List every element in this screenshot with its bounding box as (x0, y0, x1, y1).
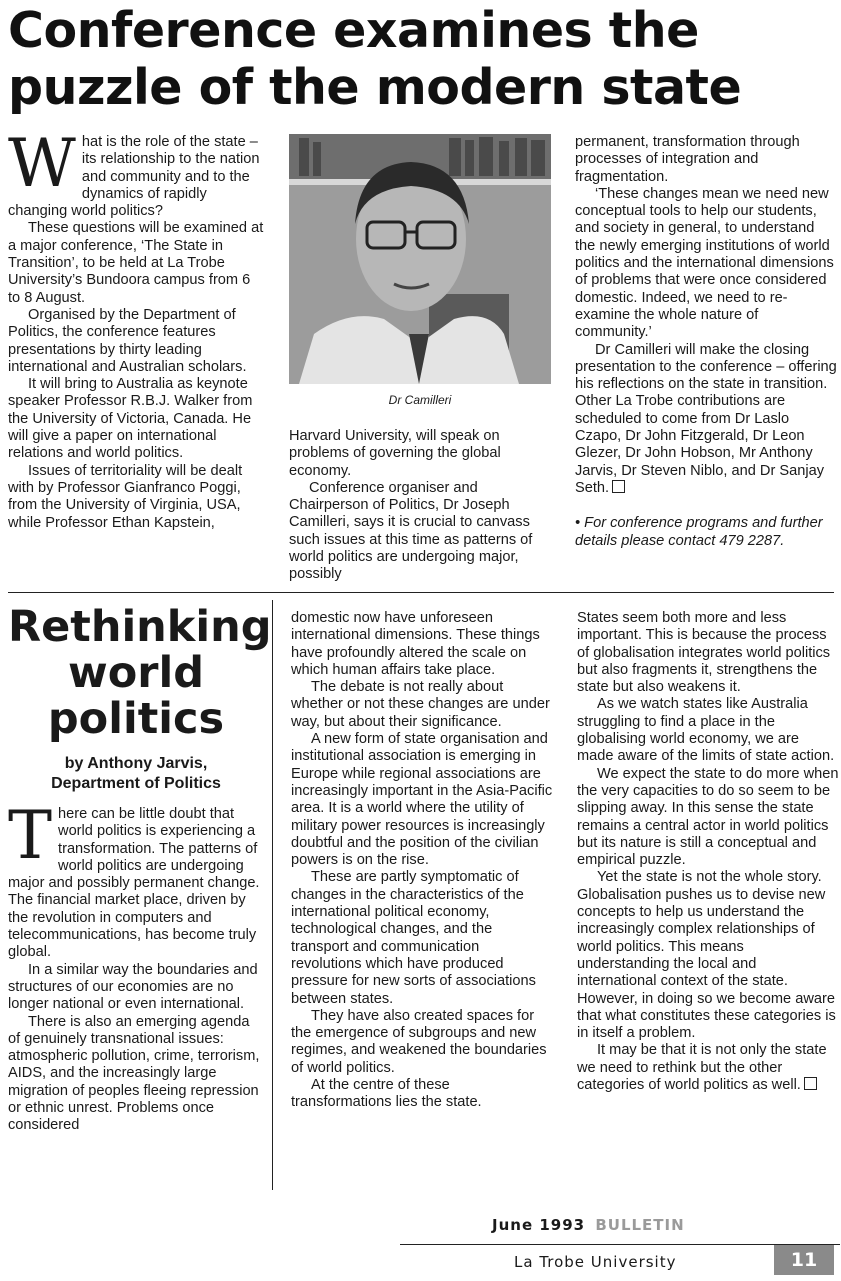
issue-date: June 1993 (492, 1216, 586, 1234)
publication-name: BULLETIN (595, 1216, 685, 1234)
article2-col1-p2: In a similar way the boundaries and structures of our economies are no longer national or even international. (8, 961, 258, 1013)
end-mark-box (804, 1077, 817, 1090)
article1-contact-note: • For conference programs and further details please contact 479 2287. (575, 515, 823, 549)
article1-col1-p1: What is the role of the state – its relationship to the nation and community and to the dynamics of rapidly changing world politics? (8, 125, 260, 220)
portrait-photo-dr-camilleri (289, 134, 551, 384)
end-mark-box (612, 480, 625, 493)
article1-col2-p2: Conference organiser and Chairperson of Politics, Dr Joseph Camilleri, says it is crucial to canvass such issues at this time as patterns of world politics are undergoing major, possibly (289, 479, 533, 583)
article1-col2-p1: Harvard University, will speak on problems of governing the global economy. (289, 428, 501, 479)
article1-col1-p4: It will bring to Australia as keynote speaker Professor R.B.J. Walker from the University of Victoria, Canada. He will give a paper on international relations and world politics. (8, 376, 253, 462)
article2-col3-p4: Yet the state is not the whole story. Globalisation pushes us to devise new concepts to help us understand the increasingly complex relationships of world politics. This means understanding the local and international context of the state. However, in doing so we become aware that what constitutes these categories is in itself a problem. (577, 869, 836, 1042)
article1-col1-p3: Organised by the Department of Politics, the conference features presentations by thirty leading international and Australian scholars. (8, 306, 247, 375)
article1-column-3 (575, 134, 837, 550)
page-number-badge: 11 (774, 1245, 834, 1275)
article2-col3-p3: We expect the state to do more when the very capacities to do so seem to be slipping away. In this sense the state remains a central actor in world politics but its nature is still a conceptual and empirical puzzle. (577, 765, 839, 869)
article1-headline: Conference examines the puzzle of the modern state (8, 2, 742, 116)
dropcap-w: W (8, 125, 76, 202)
article1-col3-p2: ‘These changes mean we need new conceptual tools to help our students, and society in general, to understand the newly emerging institutions of world politics and the international dimensions of problems that were once considered domestic. Indeed, we need to re-examine the whole nature of community.’ (575, 185, 834, 341)
article2-byline: by Anthony Jarvis, Department of Politics (51, 755, 221, 792)
article2-column-2 (291, 610, 553, 1112)
article1-column-2 (289, 428, 551, 584)
photo-caption: Dr Camilleri (388, 393, 452, 407)
article2-column-3 (577, 610, 839, 1094)
article1-column-1 (8, 125, 264, 532)
article2-col2-p5: They have also created spaces for the emergence of subgroups and new regimes, and weakened the boundaries of world politics. (291, 1007, 547, 1076)
article2-col2-p6: At the centre of these transformations lies the state. (291, 1077, 482, 1111)
footer-organisation: La Trobe University (514, 1253, 677, 1271)
article2-col1-p1: There can be little doubt that world politics is experiencing a transformation. The patterns of world politics are undergoing major and possibly permanent change. The financial market place, driven by the revolution in computers and telecommunications, has become truly global. (8, 797, 260, 961)
section-divider (8, 592, 834, 593)
article1-col3-p1: permanent, transformation through processes of integration and fragmentation. (575, 134, 800, 185)
dropcap-t: T (8, 797, 53, 874)
article2-col1-p3: There is also an emerging agenda of genuinely transnational issues: atmospheric pollution, crime, terrorism, AIDS, and the increasingly large migration of peoples fleeing repression or ethnic unrest. Problems once considered (8, 1013, 260, 1134)
article2-headline: Rethinking world politics (8, 602, 272, 744)
article2-col2-p1: domestic now have unforeseen international dimensions. These things have profoundly altered the scale on which human affairs take place. (291, 610, 540, 678)
article2-col2-p3: A new form of state organisation and institutional association is emerging in Europe while regional associations are increasingly important in the Asia-Pacific area. It is a world where the utility of military power resources is increasingly doubtful and the position of the civilian powers is on the rise. (291, 731, 553, 869)
column-rule (272, 600, 273, 1190)
article2-col3-p5: It may be that it is not only the state we need to rethink but the other categories of world politics as well. (577, 1042, 827, 1094)
portrait-illustration (289, 134, 551, 384)
article1-col1-p5: Issues of territoriality will be dealt with by Professor Gianfranco Poggi, from the University of Virginia, USA, while Professor Ethan Kapstein, (8, 462, 243, 531)
article2-column-1 (8, 797, 264, 1135)
article2-col2-p4: These are partly symptomatic of changes in the characteristics of the international political economy, technological changes, and the transport and communication revolutions which have produced pressure for new sorts of associations between states. (291, 869, 536, 1007)
article2-col3-p2: As we watch states like Australia struggling to find a place in the globalising world economy, we are made aware of the limits of state action. (577, 696, 835, 765)
article1-col3-p3: Dr Camilleri will make the closing presentation to the conference – offering his reflections on the state in transition. Other La Trobe contributions are scheduled to come from Dr Laslo Czapo, Dr John Fitzgerald, Dr Leon Glezer, Dr John Hobson, Mr Anthony Jarvis, Dr Steven Niblo, and Dr Sanjay Seth. (575, 341, 837, 496)
article1-col1-p2: These questions will be examined at a major conference, ‘The State in Transition’, to be held at La Trobe University’s Bundoora campus from 6 to 8 August. (8, 220, 264, 306)
article2-col3-p1: States seem both more and less important. This is because the process of globalisation integrates world politics but also fragments it, strengthens the state but also weakens it. (577, 610, 831, 696)
article2-col2-p2: The debate is not really about whether or not these changes are under way, but about their significance. (291, 679, 550, 730)
footer-issue-line (492, 1216, 685, 1234)
